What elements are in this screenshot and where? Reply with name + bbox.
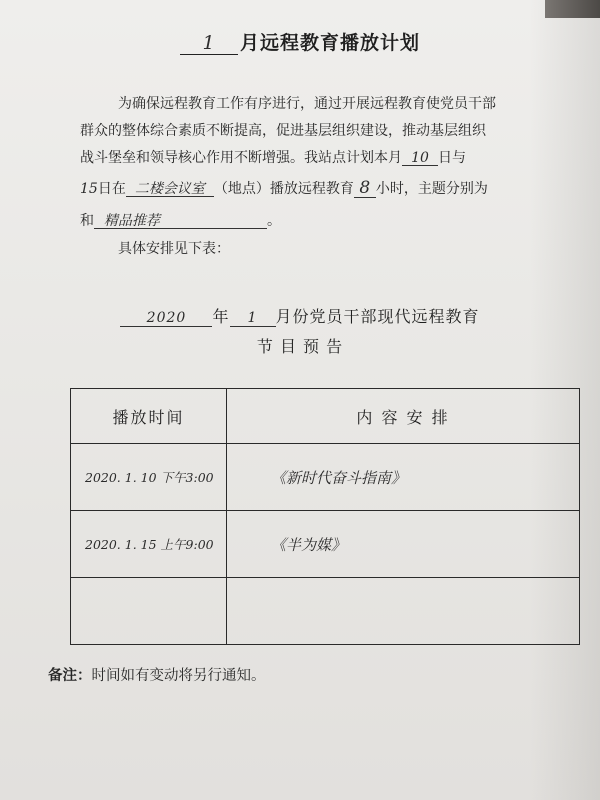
table-header-row bbox=[71, 389, 580, 444]
table-row bbox=[71, 578, 580, 645]
subtitle-month-field: 1 bbox=[230, 310, 276, 327]
paragraph-line-3-b: 日与 bbox=[438, 150, 466, 166]
footnote bbox=[48, 664, 266, 685]
page-title bbox=[0, 28, 600, 55]
table-row bbox=[71, 444, 580, 511]
paragraph-line-5-a: 和 bbox=[80, 213, 94, 229]
day2-field: 15 bbox=[80, 181, 98, 197]
hours-field: 8 bbox=[354, 180, 376, 198]
row-time bbox=[71, 578, 227, 645]
paragraph-line-4-a: 日在 bbox=[97, 181, 126, 197]
location-field: 二楼会议室 bbox=[126, 182, 214, 197]
row-content: 《新时代奋斗指南》 bbox=[227, 444, 580, 511]
subtitle-year-field: 2020 bbox=[120, 310, 212, 327]
background-corner bbox=[545, 0, 600, 18]
paragraph-line-3 bbox=[80, 151, 582, 166]
row-time: 2020. 1. 10 下午3:00 bbox=[71, 444, 227, 511]
subtitle-year-suffix: 年 bbox=[212, 307, 230, 326]
paragraph-line-1: 为确保远程教育工作有序进行，通过开展远程教育使党员干部 bbox=[118, 96, 496, 112]
paragraph-line-4-b: （地点）播放远程教育 bbox=[213, 181, 354, 197]
header-time: 播放时间 bbox=[71, 389, 227, 444]
paragraph-line-2: 群众的整体综合素质不断提高，促进基层组织建设，推动基层组织 bbox=[80, 123, 486, 139]
paragraph-line-4-c: 小时，主题分别为 bbox=[375, 181, 488, 197]
paragraph-line-4 bbox=[80, 180, 582, 198]
title-month-field: 1 bbox=[180, 32, 238, 55]
paragraph-line-5 bbox=[80, 214, 582, 229]
row-content: 《半为媒》 bbox=[227, 511, 580, 578]
topic-field: 精品推荐 bbox=[94, 214, 267, 229]
title-text: 月远程教育播放计划 bbox=[239, 32, 420, 54]
paragraph-line-5-b: 。 bbox=[267, 213, 281, 229]
header-content: 内 容 安 排 bbox=[227, 389, 580, 444]
footnote-label: 备注： bbox=[48, 668, 92, 684]
row-content bbox=[227, 578, 580, 645]
day1-field: 10 bbox=[402, 151, 438, 166]
paragraph-line-3-a: 战斗堡垒和领导核心作用不断增强。我站点计划本月 bbox=[80, 150, 402, 166]
table-row bbox=[71, 511, 580, 578]
program-subtitle-line-2: 节 目 预 告 bbox=[256, 337, 344, 356]
paragraph-line-6: 具体安排见下表： bbox=[118, 241, 230, 257]
footnote-text: 时间如有变动将另行通知。 bbox=[91, 668, 266, 684]
program-subtitle-line-1 bbox=[0, 304, 600, 327]
row-time: 2020. 1. 15 上午9:00 bbox=[71, 511, 227, 578]
subtitle-line-1-rest: 月份党员干部现代远程教育 bbox=[275, 307, 480, 326]
schedule-table bbox=[70, 388, 580, 645]
